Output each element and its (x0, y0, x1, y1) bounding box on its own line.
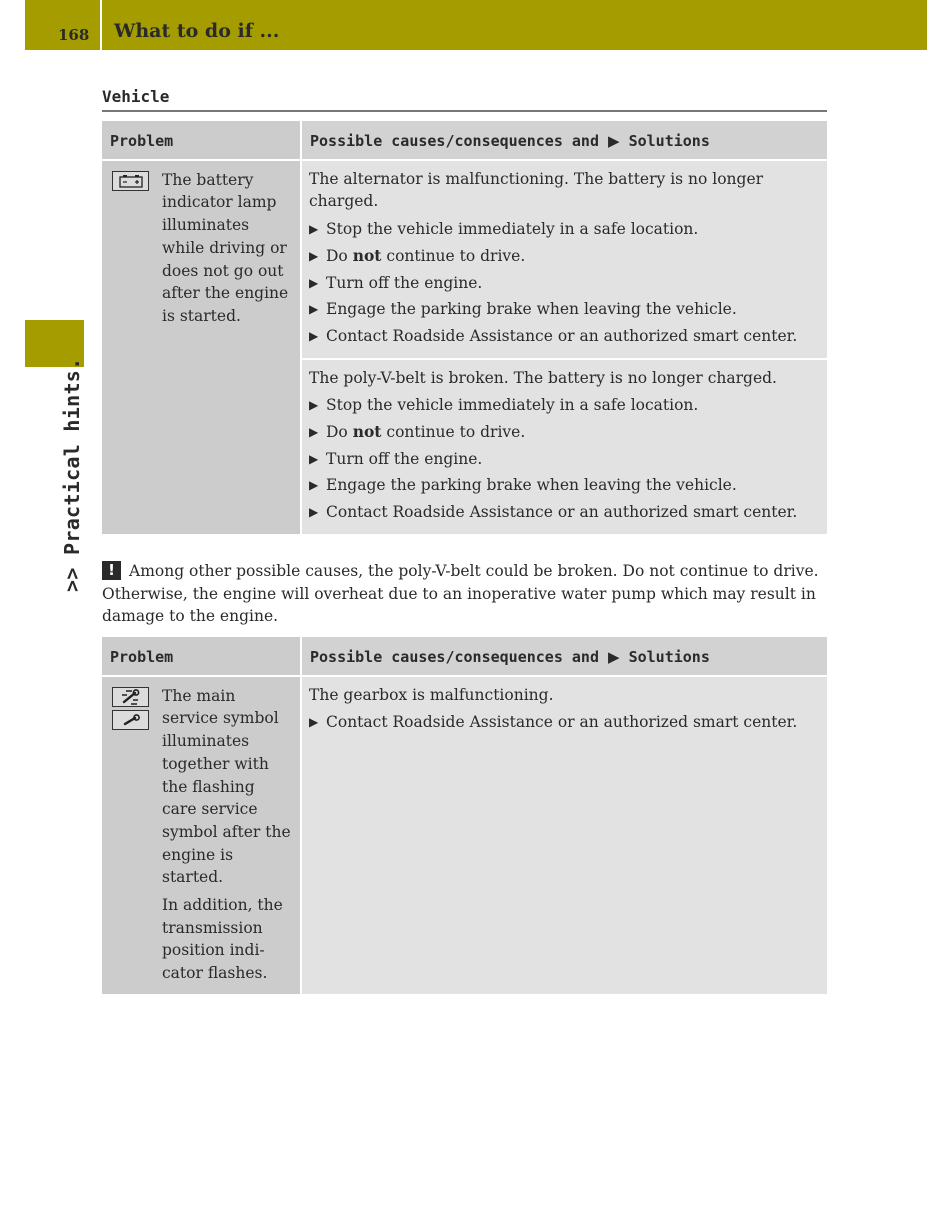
step-text: Stop the vehicle immediately in a safe location. (326, 220, 699, 239)
arrow-icon: ▶ (608, 132, 620, 150)
column-header-solutions-label: Possible causes/consequences and (310, 648, 599, 666)
wrench-icon (112, 710, 149, 730)
solution-block (301, 359, 827, 534)
arrow-icon: ▶ (309, 478, 319, 493)
step-text: Contact Roadside Assistance or an authorized smart center. (326, 326, 798, 345)
solution-step (309, 421, 819, 444)
column-header-solutions (301, 121, 827, 160)
cause-text: The gearbox is malfunctioning. (309, 685, 554, 704)
page-number: 168 (58, 26, 90, 44)
problem-description: The main service symbol illuminates together with the flashing care service symbol after the engine is started. (162, 686, 291, 887)
arrow-icon: ▶ (309, 248, 319, 263)
arrow-icon: ▶ (309, 715, 319, 730)
step-text-post: continue to drive. (381, 423, 526, 442)
solution-step (309, 298, 819, 321)
column-header-solutions-suffix: Solutions (628, 648, 710, 666)
arrow-icon: ▶ (309, 505, 319, 520)
solution-step (309, 218, 819, 241)
step-text: Contact Roadside Assistance or an authorized smart center. (326, 713, 798, 732)
warning-note (102, 560, 832, 628)
step-text: Turn off the engine. (326, 449, 483, 468)
step-text-pre: Do (326, 423, 353, 442)
step-text-emphasis: not (352, 422, 382, 442)
solution-step (309, 501, 819, 524)
column-header-problem: Problem (102, 121, 301, 160)
cause-text: The alternator is malfunctioning. The battery is no longer charged. (309, 169, 764, 211)
step-text (326, 245, 525, 268)
arrow-icon: ▶ (309, 328, 319, 343)
step-text (326, 421, 525, 444)
arrow-icon: ▶ (309, 275, 319, 290)
solution-step (309, 711, 819, 734)
solution-step (309, 325, 819, 348)
problem-description: The battery indicator lamp illuminates while driving or does not go out after the engine is started. (162, 170, 289, 325)
column-header-solutions-label: Possible causes/consequences and (310, 132, 599, 150)
section-rule (102, 110, 827, 112)
chapter-label: >> Practical hints. (60, 357, 84, 592)
arrow-icon: ▶ (608, 648, 620, 666)
solution-step (309, 474, 819, 497)
step-text-emphasis: not (352, 245, 382, 265)
problem-cell (102, 676, 301, 994)
column-header-problem: Problem (102, 637, 301, 676)
step-text: Engage the parking brake when leaving the vehicle. (326, 300, 737, 319)
exclamation-icon: ! (102, 561, 121, 580)
cause-text: The poly-V-belt is broken. The battery is no longer charged. (309, 368, 777, 387)
step-text: Stop the vehicle immediately in a safe location. (326, 396, 699, 415)
battery-icon (112, 171, 149, 191)
problem-table-service (102, 637, 827, 994)
warning-text: Among other possible causes, the poly-V-belt could be broken. Do not continue to drive. Otherwise, the engine will overheat due to an inoperative water pump which may result in damage to the engine. (102, 562, 819, 626)
step-text: Turn off the engine. (326, 273, 483, 292)
solution-step (309, 245, 819, 268)
arrow-icon: ▶ (309, 451, 319, 466)
column-header-solutions-suffix: Solutions (628, 132, 710, 150)
problem-description: In addition, the transmission position indi-cator flashes. (162, 896, 283, 983)
service-flashing-wrench-icon (112, 687, 149, 707)
header-divider (100, 0, 102, 50)
solution-step (309, 394, 819, 417)
step-text-pre: Do (326, 246, 353, 265)
page-title: What to do if ... (114, 20, 280, 42)
column-header-solutions (301, 637, 827, 676)
solution-block (301, 676, 827, 994)
problem-table-battery (102, 121, 827, 534)
section-title: Vehicle (102, 87, 170, 106)
solution-step (309, 448, 819, 471)
solution-step (309, 272, 819, 295)
arrow-icon: ▶ (309, 425, 319, 440)
solution-block (301, 160, 827, 359)
step-text-post: continue to drive. (381, 246, 526, 265)
step-text: Engage the parking brake when leaving the vehicle. (326, 476, 737, 495)
step-text: Contact Roadside Assistance or an authorized smart center. (326, 503, 798, 522)
arrow-icon: ▶ (309, 398, 319, 413)
arrow-icon: ▶ (309, 222, 319, 237)
problem-cell (102, 160, 301, 534)
arrow-icon: ▶ (309, 302, 319, 317)
